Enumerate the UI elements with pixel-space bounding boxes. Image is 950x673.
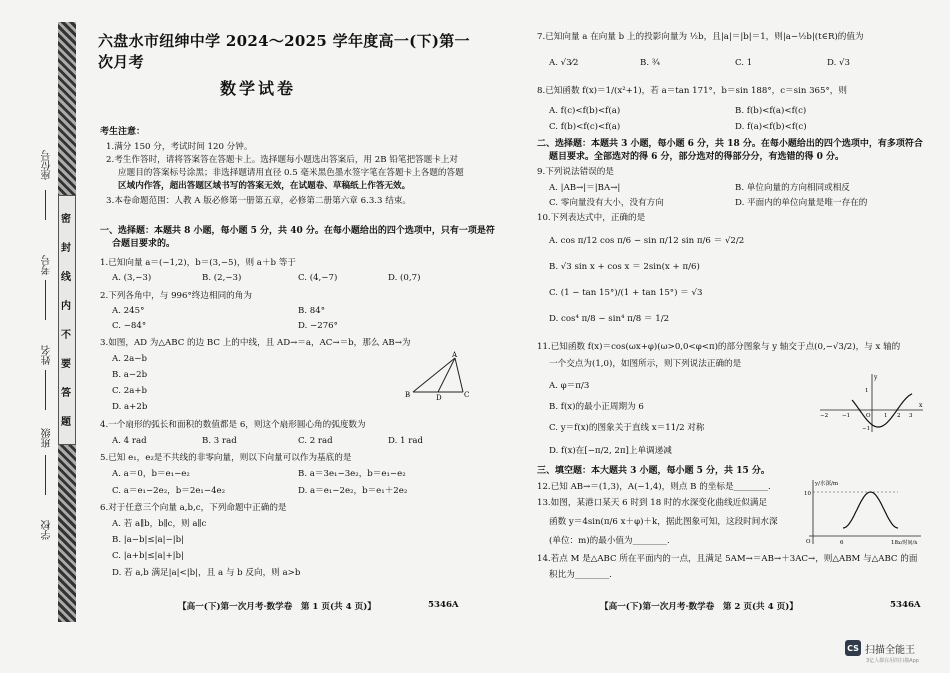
notice-5: 3.本卷命题范围：人教 A 版必修第一册第五章，必修第二册第六章 6.3.3 结束。 (106, 196, 412, 206)
q2-option-a: A. 245° (112, 306, 145, 316)
q7-option-c: C. 1 (735, 58, 753, 68)
notice-1: 1.满分 150 分，考试时间 120 分钟。 (106, 142, 253, 152)
q11-y-label: y (874, 374, 878, 381)
q11-option-b: B. f(x)的最小正周期为 6 (549, 402, 644, 412)
q13-x-label: x/时间/h (898, 540, 918, 546)
q9-option-a: A. |AB→|＝|BA→| (549, 183, 621, 193)
class-label: 班级 (42, 428, 53, 448)
q13-curve (843, 492, 898, 528)
footer-page-2: 【高一(下)第一次月考·数学卷 第 2 页(共 4 页)】 (600, 602, 798, 612)
q11-tick-1: 1 (884, 413, 888, 419)
q5-stem: 5.已知 e₁，e₂是不共线的非零向量，则以下向量可以作为基底的是 (100, 453, 352, 463)
q1-option-d: D. (0,7) (388, 273, 421, 283)
exam-subtitle: 数学试卷 (220, 79, 297, 98)
q14-line-1: 14.若点 M 是△ABC 所在平面内的一点，且满足 5AM→＝AB→＋3AC→，则△ABM 与△ABC 的面 (537, 554, 918, 564)
q10-stem: 10.下列表达式中，正确的是 (537, 213, 646, 223)
q3-stem: 3.如图，AD 为△ABC 的边 BC 上的中线，且 AD→＝a，AC→＝b，那么 AB→为 (100, 338, 411, 348)
section-1-heading: 一、选择题：本题共 8 小题，每小题 5 分，共 40 分。在每小题给出的四个选项中，只有一项是符 (100, 226, 495, 236)
notice-4: 区域内作答，超出答题区域书写的答案无效，在试题卷、草稿纸上作答无效。 (118, 181, 411, 191)
seal-char: 题 (61, 417, 71, 428)
q10-option-d: D. cos⁴ π/8 − sin⁴ π/8 ＝ 1/2 (549, 314, 670, 324)
footer-page-1: 【高一(下)第一次月考·数学卷 第 1 页(共 4 页)】 (178, 602, 376, 612)
notice-3: 应题目的答案标号涂黑；非选择题请用直径 0.5 毫米黑色墨水签字笔在答题卡上各题的答题 (118, 168, 464, 178)
fig-label-c: C (464, 391, 470, 399)
q10-option-c: C. (1 − tan 15°)/(1 + tan 15°) ＝ √3 (549, 288, 703, 298)
notice-2: 2.考生作答时，请将答案答在答题卡上。选择题每小题选出答案后，用 2B 铅笔把答题卡上对 (106, 155, 459, 165)
fig-label-b: B (405, 391, 411, 399)
q1-option-a: A. (3,−3) (112, 273, 152, 283)
section-2-heading: 二、选择题：本题共 3 小题，每小题 6 分，共 18 分。在每小题给出的四个选项中，有多项符合 (537, 139, 923, 149)
fig-label-a: A (452, 351, 458, 359)
name-line (45, 370, 46, 410)
q1-option-c: C. (4,−7) (298, 273, 338, 283)
q5-option-b: B. a＝3e₁−3e₂，b＝e₁−e₂ (298, 469, 406, 479)
q13-tick-18: 18 (891, 540, 898, 546)
seal-char: 不 (61, 330, 71, 341)
q11-tick-m1: −1 (842, 413, 851, 419)
q1-option-b: B. (2,−3) (202, 273, 242, 283)
exam-no-label: 考号 (42, 255, 53, 275)
footer-code-1: 5346A (428, 600, 459, 610)
q8-option-c: C. f(b)<f(c)<f(a) (549, 122, 621, 132)
q11-tick-3: 3 (909, 413, 913, 419)
scanner-name: 扫描全能王 (865, 644, 915, 656)
q11-tick-m2: −2 (820, 413, 829, 419)
q13-tick-6: 6 (840, 540, 844, 546)
scanner-tagline: 3亿人都在用的扫描App (866, 658, 919, 664)
section-3-heading: 三、填空题：本大题共 3 小题，每小题 5 分，共 15 分。 (537, 466, 770, 476)
q13-tick-10: 10 (804, 491, 811, 497)
q13-line-3: (单位：m)的最小值为________. (549, 536, 670, 546)
exam-no-line (45, 280, 46, 320)
q13-y-label: y/水深/m (815, 481, 839, 487)
q13-origin: O (806, 539, 811, 545)
q5-option-a: A. a＝0，b＝e₁−e₂ (112, 469, 190, 479)
section-1-heading-cont: 合题目要求的。 (112, 239, 176, 249)
q6-option-d: D. 若 a,b 满足|a|<|b|，且 a 与 b 反向，则 a>b (112, 568, 301, 578)
q4-stem: 4.一个扇形的弧长和面积的数值都是 6，则这个扇形圆心角的弧度数为 (100, 420, 366, 430)
q13-water-depth-graph (803, 478, 925, 546)
q11-stem: 11.已知函数 f(x)＝cos(ωx+φ)(ω>0,0<φ<π)的部分图象与 y 轴交于点(0,−√3/2)，与 x 轴的 (537, 342, 901, 352)
q10-option-b: B. √3 sin x + cos x ＝ 2sin(x + π/6) (549, 262, 700, 272)
q9-option-d: D. 平面内的单位向量是唯一存在的 (735, 198, 868, 208)
q3-option-d: D. a+2b (112, 402, 148, 412)
seat-label: 座位号 (42, 150, 53, 180)
q11-tick-2: 2 (897, 413, 901, 419)
seal-box (58, 195, 76, 445)
right-page (475, 0, 950, 673)
q7-option-d: D. √3 (827, 58, 850, 68)
q13-line-2: 函数 y＝4sin(π/6 x＋φ)＋k，据此图象可知，这段时间水深 (549, 517, 778, 527)
seal-char: 答 (61, 388, 71, 399)
q13-line-1: 13.如图，某港口某天 6 时到 18 时的水深变化曲线近似满足 (537, 498, 768, 508)
seal-char: 内 (61, 301, 71, 312)
school-label: 学校 (42, 520, 53, 540)
q4-option-a: A. 4 rad (112, 436, 147, 446)
q11-stem-cont: 一个交点为(1,0)，如图所示，则下列说法正确的是 (549, 359, 742, 369)
q3-option-b: B. a−2b (112, 370, 148, 380)
q1-stem: 1.已知向量 a＝(−1,2)，b＝(3,−5)，则 a＋b 等于 (100, 258, 296, 268)
q14-line-2: 积比为________. (549, 570, 612, 580)
q4-option-d: D. 1 rad (388, 436, 423, 446)
seal-char: 封 (61, 243, 71, 254)
q11-origin: O (866, 413, 871, 419)
q9-option-b: B. 单位向量的方向相同或相反 (735, 183, 850, 193)
q6-option-c: C. |a+b|≤|a|+|b| (112, 551, 184, 561)
class-line (45, 455, 46, 495)
q3-option-a: A. 2a−b (112, 354, 147, 364)
q11-tick-y1: 1 (865, 388, 869, 394)
fig-label-d: D (436, 394, 442, 402)
exam-title: 六盘水市纽绅中学 2024～2025 学年度高一(下)第一次月考 (98, 32, 470, 71)
seal-char: 密 (61, 214, 71, 225)
q8-option-b: B. f(b)<f(a)<f(c) (735, 106, 807, 116)
q4-option-b: B. 3 rad (202, 436, 237, 446)
q8-option-a: A. f(c)<f(b)<f(a) (549, 106, 621, 116)
q9-option-c: C. 零向量没有大小，没有方向 (549, 198, 664, 208)
q3-option-c: C. 2a+b (112, 386, 148, 396)
cs-logo-icon: CS (845, 640, 861, 656)
q5-option-c: C. a＝e₁−2e₂，b＝2e₁−4e₂ (112, 486, 226, 496)
q9-stem: 9.下列说法错误的是 (537, 167, 614, 177)
q2-option-b: B. 84° (298, 306, 326, 316)
q11-x-label: x (919, 402, 923, 409)
seal-char: 要 (61, 359, 71, 370)
q11-option-a: A. φ＝π/3 (549, 381, 590, 391)
q10-option-a: A. cos π/12 cos π/6 − sin π/12 sin π/6 ＝ √2/2 (549, 236, 745, 246)
q2-option-d: D. −276° (298, 321, 338, 331)
section-2-heading-cont: 题目要求。全部选对的得 6 分，部分选对的得部分分，有选错的得 0 分。 (549, 152, 845, 162)
q8-stem: 8.已知函数 f(x)＝1/(x²+1)，若 a＝tan 171°，b＝sin 188°，c＝sin 365°，则 (537, 86, 847, 96)
q11-tick-ym1: −1 (862, 426, 871, 432)
seal-char: 线 (61, 272, 71, 283)
q11-option-c: C. y＝f(x)的图象关于直线 x＝11/2 对称 (549, 423, 705, 433)
q7-option-a: A. √3⁄2 (549, 58, 579, 68)
notice-heading: 考生注意： (100, 127, 146, 137)
q3-triangle-figure (405, 350, 470, 402)
footer-code-2: 5346A (890, 600, 921, 610)
name-label: 姓名 (42, 345, 53, 365)
seat-line (45, 190, 46, 220)
q11-option-d: D. f(x)在[−π/2, 2π]上单调递减 (549, 446, 672, 456)
q8-option-d: D. f(a)<f(b)<f(c) (735, 122, 807, 132)
q2-stem: 2.下列各角中，与 996°终边相同的角为 (100, 291, 252, 301)
scanner-watermark (845, 640, 915, 656)
q7-stem: 7.已知向量 a 在向量 b 上的投影向量为 ½b，且|a|＝|b|＝1，则|a−½b|(t∈R)的值为 (537, 32, 864, 42)
q7-option-b: B. ¾ (640, 58, 661, 68)
q6-stem: 6.对于任意三个向量 a,b,c，下列命题中正确的是 (100, 503, 287, 513)
q4-option-c: C. 2 rad (298, 436, 333, 446)
q11-cosine-graph (820, 372, 925, 434)
q6-option-b: B. |a−b|≤|a|−|b| (112, 535, 185, 545)
q12-text: 12.已知 AB→＝(1,3)，A(−1,4)，则点 B 的坐标是________. (537, 482, 771, 492)
q6-option-a: A. 若 a∥b，b∥c，则 a∥c (112, 519, 207, 529)
q5-option-d: D. a＝e₁−2e₂，b＝e₁＋2e₂ (298, 486, 408, 496)
q2-option-c: C. −84° (112, 321, 147, 331)
